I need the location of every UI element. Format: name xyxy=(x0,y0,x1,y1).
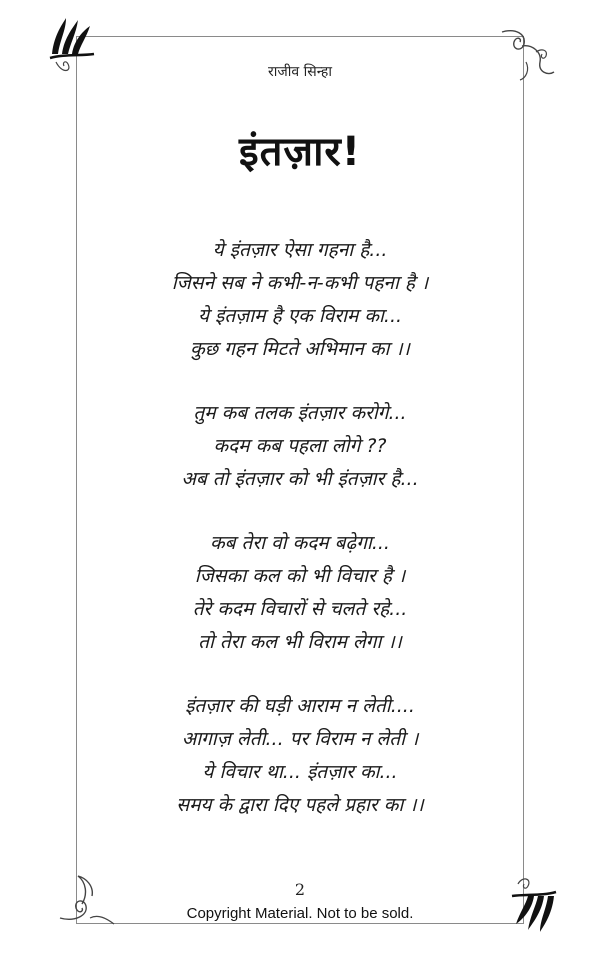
poem-line: जिसने सब ने कभी-न-कभी पहना है । xyxy=(171,272,429,294)
poem-line: तो तेरा कल भी विराम लेगा ।। xyxy=(198,631,402,653)
stanza xyxy=(0,397,600,496)
poem-line: ये विचार था... इंतज़ार का... xyxy=(202,761,398,783)
poem-line: कुछ गहन मिटते अभिमान का ।। xyxy=(190,338,410,360)
poem-line: ये इंतज़ाम है एक विराम का... xyxy=(197,305,403,327)
poem-body xyxy=(0,234,600,853)
stanza xyxy=(0,234,600,366)
poem-line: समय के द्वारा दिए पहले प्रहार का ।। xyxy=(176,794,424,816)
poem-line: ये इंतज़ार ऐसा गहना है... xyxy=(212,239,388,261)
poem-line: जिसका कल को भी विचार है । xyxy=(194,565,406,587)
poem-line: कब तेरा वो कदम बढ़ेगा... xyxy=(210,532,390,554)
stanza xyxy=(0,527,600,659)
poem-title: इंतज़ार! xyxy=(238,129,362,175)
stanza xyxy=(0,690,600,822)
author-name: राजीव सिन्हा xyxy=(268,64,332,80)
copyright-notice: Copyright Material. Not to be sold. xyxy=(186,905,414,922)
poem-line: अब तो इंतज़ार को भी इंतज़ार है... xyxy=(181,468,419,490)
poem-line: आगाज़ लेती... पर विराम न लेती । xyxy=(181,728,419,750)
poem-line: तेरे कदम विचारों से चलते रहे... xyxy=(192,598,408,620)
page-number: 2 xyxy=(294,880,306,899)
poem-line: इंतज़ार की घड़ी आराम न लेती.... xyxy=(185,695,415,717)
poem-line: तुम कब तलक इंतज़ार करोगे... xyxy=(193,402,407,424)
poem-line: कदम कब पहला लोगे ?? xyxy=(213,435,387,457)
